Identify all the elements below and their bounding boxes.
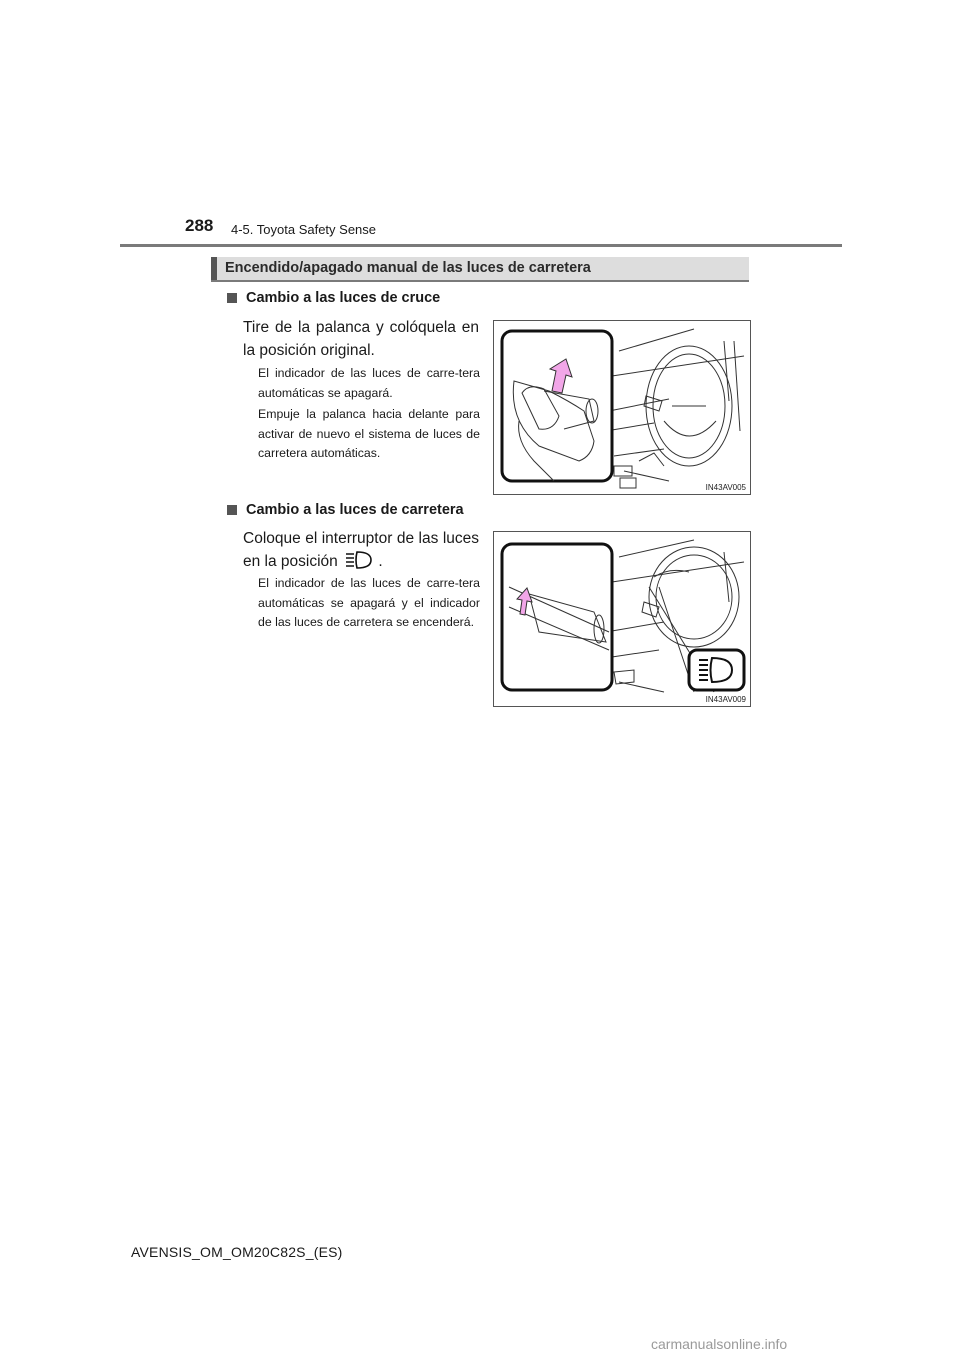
page-number: 288 — [185, 216, 214, 235]
figure-code: IN43AV005 — [705, 483, 746, 492]
figure-low-beam — [493, 320, 751, 495]
watermark: carmanualsonline.info — [651, 1336, 788, 1352]
high-beam-icon — [344, 550, 372, 570]
subheading-text: Cambio a las luces de cruce — [246, 290, 441, 306]
instruction-text-part: . — [378, 553, 383, 570]
subheading-text: Cambio a las luces de carretera — [246, 502, 464, 518]
document-code: AVENSIS_OM_OM20C82S_(ES) — [131, 1244, 343, 1260]
note-text: El indicador de las luces de carre-tera automáticas se apagará. — [258, 366, 480, 400]
figure-code: IN43AV009 — [705, 695, 746, 704]
instruction-text: Tire de la palanca y colóquela en la posición original. — [243, 319, 479, 359]
section-heading — [211, 257, 749, 282]
header-divider — [120, 244, 842, 247]
subheading-low-beam — [227, 290, 440, 306]
square-bullet-icon — [227, 293, 237, 303]
chapter-title: 4-5. Toyota Safety Sense — [231, 222, 377, 237]
section-title: Encendido/apagado manual de las luces de carretera — [225, 260, 591, 276]
note-text: Empuje la palanca hacia delante para activar de nuevo el sistema de luces de carretera automáticas. — [258, 407, 480, 460]
subheading-high-beam — [227, 502, 464, 518]
lever-illustration — [494, 321, 750, 494]
lever-illustration — [494, 532, 750, 706]
section-accent — [211, 257, 217, 280]
square-bullet-icon — [227, 505, 237, 515]
instruction-text — [243, 527, 479, 573]
figure-high-beam — [493, 531, 751, 707]
instruction-text-part: Coloque el interruptor de las luces en la posición — [243, 530, 479, 570]
note-text: El indicador de las luces de carre-tera automáticas se apagará y el indicador de las luces de carretera se encenderá. — [258, 576, 480, 629]
